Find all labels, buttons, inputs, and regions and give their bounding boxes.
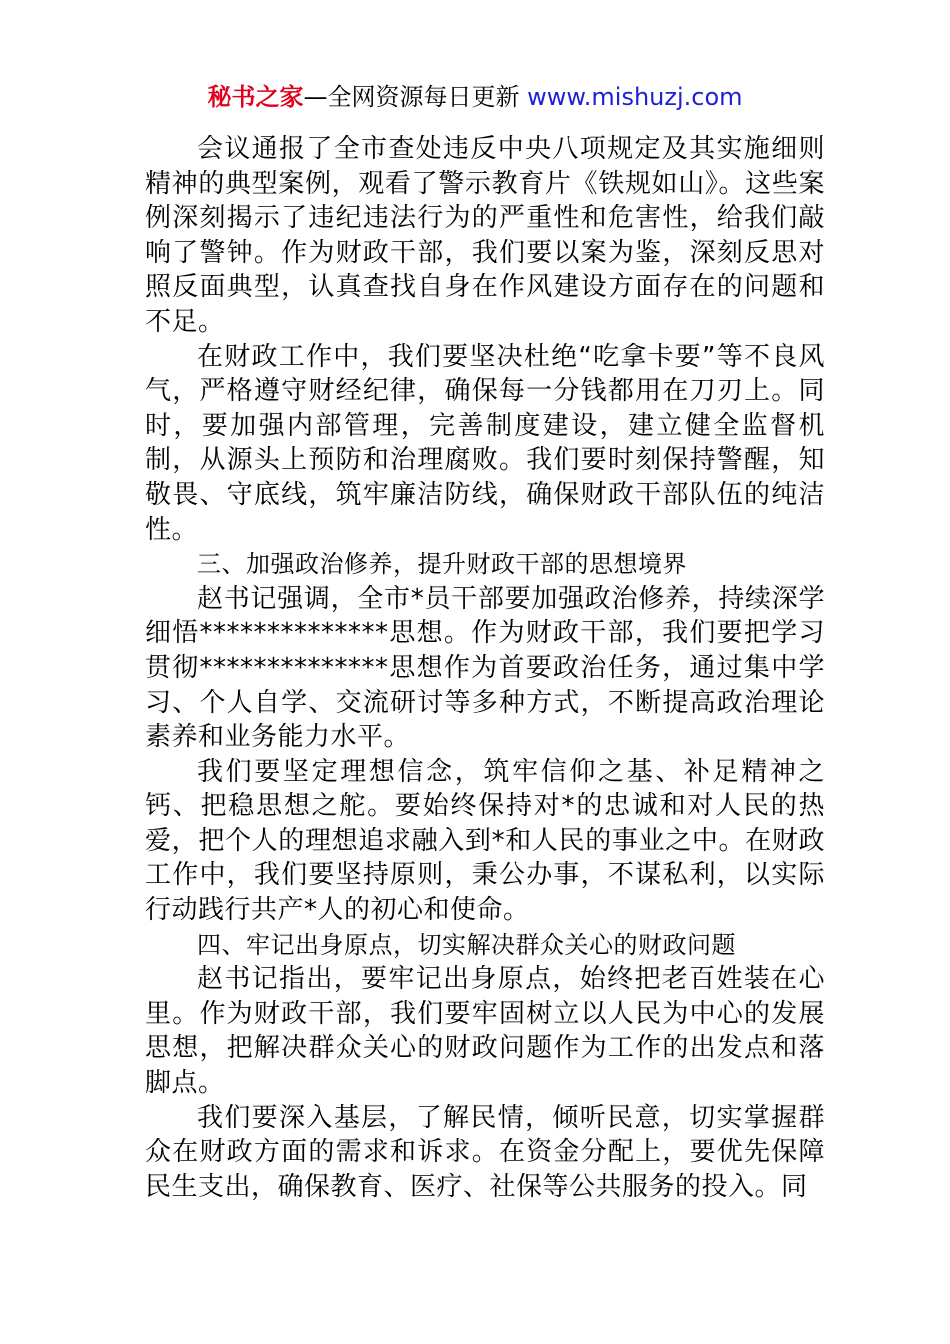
paragraph: 会议通报了全市查处违反中央八项规定及其实施细则精神的典型案例，观看了警示教育片《铁规如山》。这些案例深刻揭示了违纪违法行为的严重性和危害性，给我们敲响了警钟。作为财政干部，我们要以案为鉴，深刻反思对照反面典型，认真查找自身在作风建设方面存在的问题和不足。 bbox=[145, 134, 825, 337]
paragraph: 我们要坚定理想信念，筑牢信仰之基、补足精神之钙、把稳思想之舵。要始终保持对*的忠诚和对人民的热爱，把个人的理想追求融入到*和人民的事业之中。在财政工作中，我们要坚持原则，秉公办事，不谋私利，以实际行动践行共产*人的初心和使命。 bbox=[145, 756, 825, 926]
header-tagline: —全网资源每日更新 bbox=[303, 83, 520, 111]
paragraph: 我们要深入基层，了解民情，倾听民意，切实掌握群众在财政方面的需求和诉求。在资金分配上，要优先保障民生支出，确保教育、医疗、社保等公共服务的投入。同 bbox=[145, 1102, 825, 1202]
page-header bbox=[0, 80, 950, 114]
site-url[interactable]: www.mishuzj.com bbox=[527, 83, 743, 111]
paragraph: 在财政工作中，我们要坚决杜绝“吃拿卡要”等不良风气，严格遵守财经纪律，确保每一分钱都用在刀刃上。同时，要加强内部管理，完善制度建设，建立健全监督机制，从源头上预防和治理腐败。我们要时刻保持警醒，知敬畏、守底线，筑牢廉洁防线，确保财政干部队伍的纯洁性。 bbox=[145, 341, 825, 545]
paragraph: 赵书记指出，要牢记出身原点，始终把老百姓装在心里。作为财政干部，我们要牢固树立以人民为中心的发展思想，把解决群众关心的财政问题作为工作的出发点和落脚点。 bbox=[145, 964, 825, 1099]
document-body bbox=[145, 132, 825, 1204]
section-heading: 四、牢记出身原点，切实解决群众关心的财政问题 bbox=[197, 930, 736, 959]
section-heading: 三、加强政治修养，提升财政干部的思想境界 bbox=[197, 550, 687, 579]
brand-name: 秘书之家 bbox=[207, 83, 304, 111]
paragraph: 赵书记强调，全市*员干部要加强政治修养，持续深学细悟**************思想。作为财政干部，我们要把学习贯彻**************思想作为首要政治任务，通过集中学习、个人自学、交流研讨等多种方式，不断提高政治理论素养和业务能力水平。 bbox=[145, 583, 825, 753]
